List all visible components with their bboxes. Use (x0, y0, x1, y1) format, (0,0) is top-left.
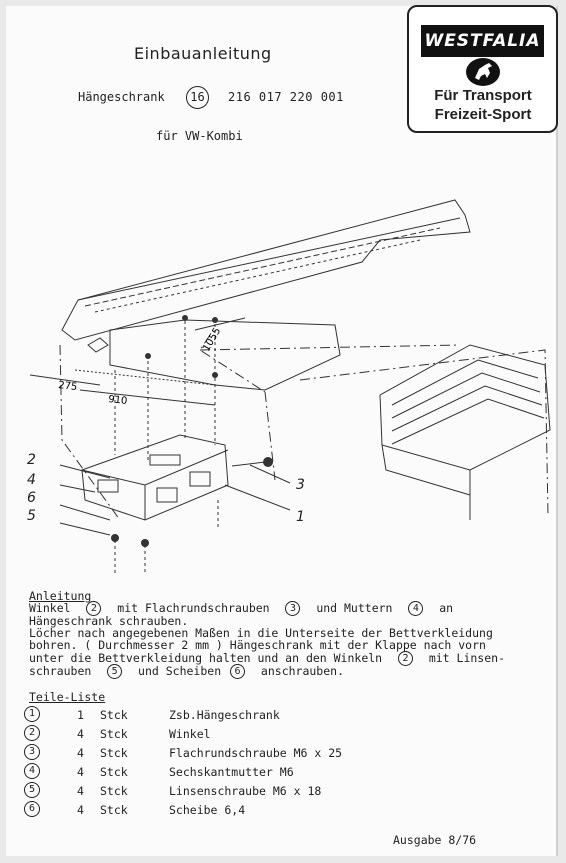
part-qty: 4 (77, 803, 84, 817)
part-desc: Scheibe 6,4 (169, 803, 246, 817)
part-number-badge: 6 (24, 801, 40, 817)
part-number-badge: 1 (24, 706, 40, 722)
parts-row (24, 763, 424, 782)
part-unit: Stck (100, 727, 128, 741)
dim-275: 275 (57, 380, 78, 393)
part-qty: 4 (77, 765, 84, 779)
callout-5: 5 (27, 508, 36, 524)
parts-list (24, 706, 424, 820)
instruction-line-2: Hängeschrank schrauben. (29, 614, 189, 628)
part-number-badge: 4 (24, 763, 40, 779)
product-name: Hängeschrank (78, 90, 165, 104)
part-desc: Zsb.Hängeschrank (169, 708, 280, 722)
product-number-badge: 16 (186, 86, 209, 109)
instruction-line-4: bohren. ( Durchmesser 2 mm ) Hängeschrank mit der Klappe nach vorn (29, 638, 486, 652)
part-unit: Stck (100, 708, 128, 722)
parts-row (24, 725, 424, 744)
callout-6: 6 (27, 490, 36, 506)
part-qty: 1 (77, 708, 84, 722)
page-title: Einbauanleitung (134, 44, 272, 63)
part-unit: Stck (100, 746, 128, 760)
seat-frame (380, 345, 550, 470)
logo-brand: WESTFALIA (421, 25, 544, 57)
callout-2: 2 (27, 452, 36, 468)
parts-row (24, 706, 424, 725)
part-number-badge: 3 (24, 744, 40, 760)
logo-slogan-line1: Für Transport (434, 87, 532, 104)
part-number: 216 017 220 001 (228, 90, 344, 104)
parts-row (24, 801, 424, 820)
part-unit: Stck (100, 784, 128, 798)
part-qty: 4 (77, 784, 84, 798)
part-desc: Flachrundschraube M6 x 25 (169, 746, 343, 760)
instruction-line-6: schrauben 5 und Scheiben 6 anschrauben. (29, 664, 345, 678)
callout-3: 3 (296, 477, 305, 493)
part-desc: Winkel (169, 727, 211, 741)
edition-label: Ausgabe 8/76 (393, 833, 477, 847)
cabinet-body (82, 435, 228, 520)
instructions-heading: Anleitung (29, 589, 92, 603)
bed-cover (62, 200, 470, 340)
callout-4: 4 (27, 472, 36, 488)
part-number-badge: 5 (24, 782, 40, 798)
part-qty: 4 (77, 746, 84, 760)
dim-1055: 1055 (201, 325, 224, 354)
instruction-line-1: Winkel 2 mit Flachrundschrauben 3 und Muttern 4 an (29, 601, 454, 615)
part-number-badge: 2 (24, 725, 40, 741)
parts-row (24, 782, 424, 801)
instruction-line-5: unter die Bettverkleidung halten und an den Winkeln 2 mit Linsen- (29, 651, 505, 665)
instruction-line-3: Löcher nach angegebenen Maßen in die Unterseite der Bettverkleidung (29, 626, 493, 640)
part-unit: Stck (100, 803, 128, 817)
part-unit: Stck (100, 765, 128, 779)
part-desc: Sechskantmutter M6 (169, 765, 294, 779)
vehicle-label: für VW-Kombi (156, 129, 243, 143)
callout-1: 1 (296, 509, 305, 525)
part-desc: Linsenschraube M6 x 18 (169, 784, 322, 798)
part-qty: 4 (77, 727, 84, 741)
dim-910: 910 (107, 394, 128, 407)
logo-slogan-line2: Freizeit-Sport (434, 106, 532, 123)
parts-list-heading: Teile-Liste (29, 690, 106, 704)
parts-row (24, 744, 424, 763)
